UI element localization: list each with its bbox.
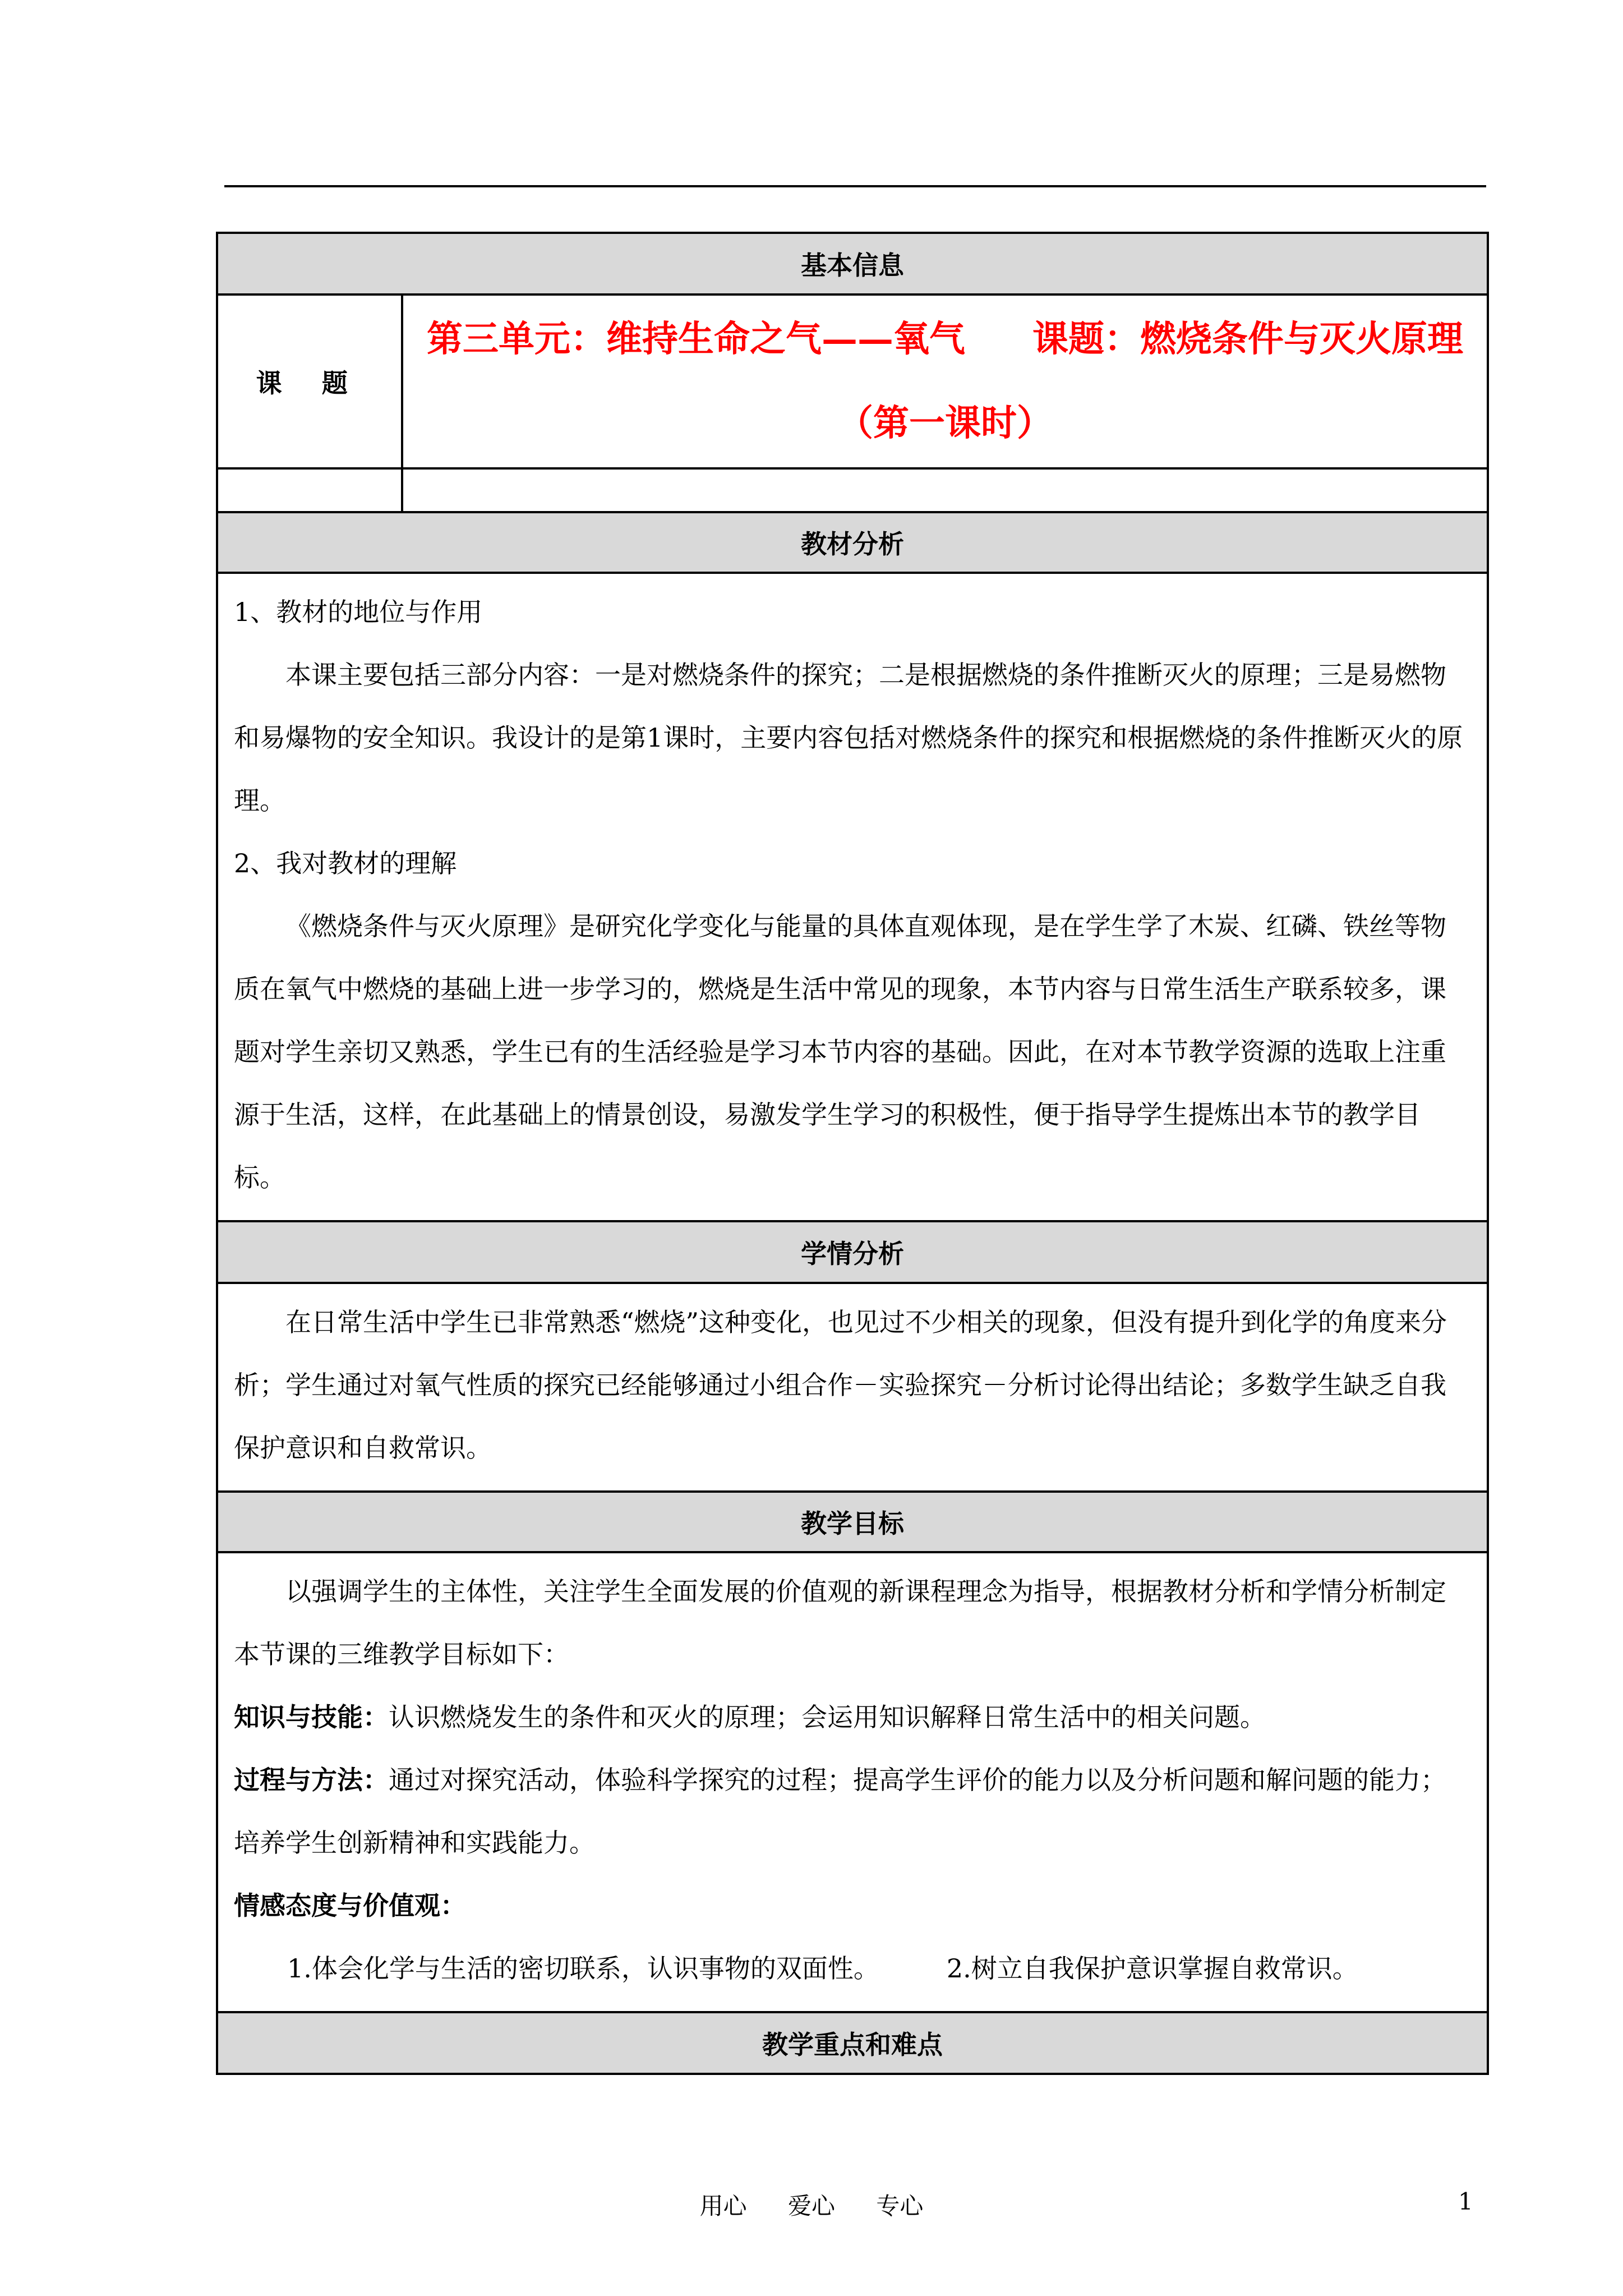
goal-emotion-label: 情感态度与价值观： xyxy=(234,1890,466,1921)
header-rule xyxy=(224,185,1486,187)
goals-intro: 以强调学生的主体性，关注学生全面发展的价值观的新课程理念为指导，根据教材分析和学情分析制定本节课的三维教学目标如下： xyxy=(234,1576,1446,1669)
textbook-paragraph-1: 本课主要包括三部分内容：一是对燃烧条件的探究；二是根据燃烧的条件推断灭火的原理；三是易燃物和易爆物的安全知识。我设计的是第1课时，主要内容包括对燃烧条件的探究和根据燃烧的条件推断灭火的原理。 xyxy=(234,660,1463,816)
textbook-analysis-body xyxy=(217,573,1488,1221)
key-points-header-row xyxy=(217,2012,1488,2074)
teaching-goals-body xyxy=(217,1552,1488,2012)
goal-knowledge xyxy=(234,1686,1471,1749)
teaching-goals-header-row xyxy=(217,1492,1488,1552)
topic-lesson: 课题：燃烧条件与灭火原理（第一课时） xyxy=(837,318,1463,444)
topic-unit: 第三单元：维持生命之气——氧气 xyxy=(427,318,965,360)
textbook-analysis-header-row xyxy=(217,512,1488,573)
textbook-analysis-body-row xyxy=(217,573,1488,1221)
goal-process-text: 通过对探究活动，体验科学探究的过程；提高学生评价的能力以及分析问题和解问题的能力；培养学生创新精神和实践能力。 xyxy=(234,1765,1446,1858)
student-analysis-body-row xyxy=(217,1283,1488,1492)
topic-title xyxy=(402,295,1488,468)
key-points-header: 教学重点和难点 xyxy=(217,2012,1488,2074)
textbook-heading-2: 2、我对教材的理解 xyxy=(234,848,457,878)
page-footer xyxy=(0,2188,1623,2221)
topic-row xyxy=(217,295,1488,468)
goal-process xyxy=(234,1749,1471,1874)
student-paragraph: 在日常生活中学生已非常熟悉“燃烧”这种变化，也见过不少相关的现象，但没有提升到化学的角度来分析；学生通过对氧气性质的探究已经能够通过小组合作－实验探究－分析讨论得出结论；多数学生缺乏自我保护意识和自救常识。 xyxy=(234,1307,1447,1463)
goal-process-label: 过程与方法： xyxy=(234,1765,389,1795)
goal-emotion-items xyxy=(234,1937,1471,2000)
blank-cell-left xyxy=(217,468,402,512)
teaching-goals-header: 教学目标 xyxy=(217,1492,1488,1552)
goal-emotion-item-2: 2.树立自我保护意识掌握自救常识。 xyxy=(946,1953,1358,1984)
goal-knowledge-label: 知识与技能： xyxy=(234,1702,389,1732)
textbook-paragraph-2: 《燃烧条件与灭火原理》是研究化学变化与能量的具体直观体现，是在学生学了木炭、红磷、铁丝等物质在氧气中燃烧的基础上进一步学习的，燃烧是生活中常见的现象，本节内容与日常生活生产联系较多，课题对学生亲切又熟悉，学生已有的生活经验是学习本节内容的基础。因此，在对本节教学资源的选取上注重源于生活，这样，在此基础上的情景创设，易激发学生学习的积极性，便于指导学生提炼出本节的教学目标。 xyxy=(234,911,1446,1193)
basic-info-header: 基本信息 xyxy=(217,233,1488,295)
textbook-heading-1: 1、教材的地位与作用 xyxy=(234,597,483,627)
blank-cell-right xyxy=(402,468,1488,512)
teaching-goals-body-row xyxy=(217,1552,1488,2012)
student-analysis-header: 学情分析 xyxy=(217,1221,1488,1283)
student-analysis-header-row xyxy=(217,1221,1488,1283)
footer-word-3: 专心 xyxy=(876,2192,924,2220)
footer-word-1: 用心 xyxy=(699,2192,747,2220)
goal-emotion-item-1: 1.体会化学与生活的密切联系，认识事物的双面性。 xyxy=(287,1953,879,1984)
student-analysis-body xyxy=(217,1283,1488,1492)
basic-info-header-row xyxy=(217,233,1488,295)
lesson-plan-table xyxy=(216,232,1489,2075)
page-number: 1 xyxy=(1458,2188,1473,2215)
blank-row xyxy=(217,468,1488,512)
goal-knowledge-text: 认识燃烧发生的条件和灭火的原理；会运用知识解释日常生活中的相关问题。 xyxy=(389,1702,1266,1732)
footer-word-2: 爱心 xyxy=(787,2192,835,2220)
textbook-analysis-header: 教材分析 xyxy=(217,512,1488,573)
topic-label: 课 题 xyxy=(217,295,402,468)
